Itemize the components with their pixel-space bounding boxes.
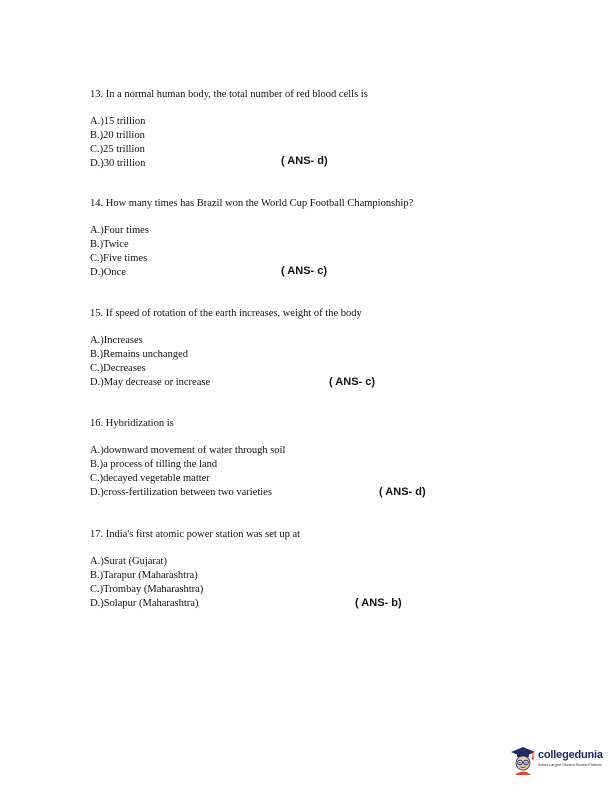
option-d: D.)Once (90, 267, 126, 278)
option-c: C.)25 trillion (90, 144, 145, 155)
option-b: B.)20 trillion (90, 130, 145, 141)
question-block-15 (90, 307, 362, 390)
option-a: A.)downward movement of water through soil (90, 445, 286, 456)
option-c: C.)decayed vegetable matter (90, 473, 210, 484)
question-block-17 (90, 528, 300, 611)
question-text: 17. India's first atomic power station was set up at (90, 529, 301, 540)
option-a: A.)Increases (90, 335, 143, 346)
option-c: C.)Decreases (90, 363, 146, 374)
logo-wordmark: collegedunia (538, 749, 603, 761)
option-c: C.)Trombay (Maharashtra) (90, 584, 204, 595)
answer-label: ( ANS- b) (355, 597, 402, 609)
option-a: A.)Surat (Gujarat) (90, 556, 167, 567)
option-d: D.)cross-fertilization between two varieties (90, 487, 272, 498)
question-text: 13. In a normal human body, the total number of red blood cells is (90, 89, 368, 100)
option-a: A.)15 trillion (90, 116, 146, 127)
option-b: B.)Tarapur (Maharashtra) (90, 570, 198, 581)
logo-tagline: India's Largest Student Review Platform (538, 763, 602, 767)
question-block-14 (90, 197, 413, 280)
collegedunia-logo (509, 745, 607, 777)
question-text: 15. If speed of rotation of the earth increases, weight of the body (90, 308, 362, 319)
answer-label: ( ANS- c) (281, 265, 328, 277)
question-text: 14. How many times has Brazil won the World Cup Football Championship? (90, 198, 414, 209)
option-d: D.)30 trillion (90, 158, 146, 169)
graduate-mascot-icon (509, 745, 537, 775)
option-a: A.)Four times (90, 225, 149, 236)
answer-label: ( ANS- d) (281, 155, 328, 167)
option-c: C.)Five times (90, 253, 148, 264)
answer-label: ( ANS- d) (379, 486, 426, 498)
answer-label: ( ANS- c) (329, 376, 376, 388)
option-d: D.)Solapur (Maharashtra) (90, 598, 199, 609)
question-block-16 (90, 417, 285, 500)
option-b: B.)Remains unchanged (90, 349, 188, 360)
option-d: D.)May decrease or increase (90, 377, 211, 388)
option-b: B.)a process of tilling the land (90, 459, 218, 470)
option-b: B.)Twice (90, 239, 129, 250)
question-text: 16. Hybridization is (90, 418, 174, 429)
